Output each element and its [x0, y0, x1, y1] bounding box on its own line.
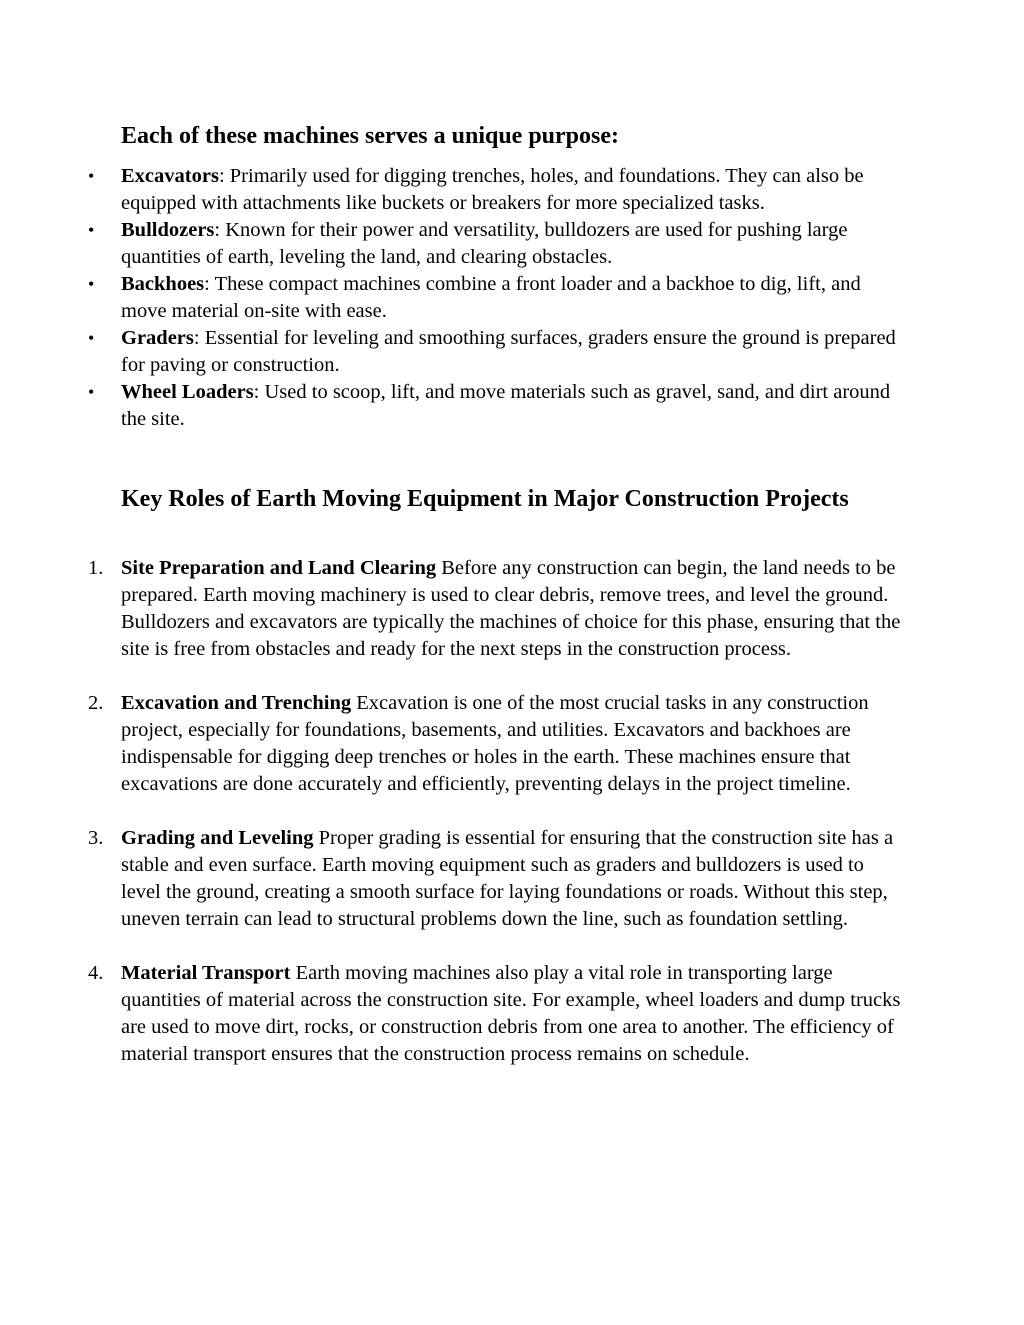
list-item-term: Grading and Leveling	[121, 827, 314, 849]
list-item-text: Known for their power and versatility, bulldozers are used for pushing large quantities of earth, leveling the land, and clearing obstacles.	[121, 219, 848, 268]
list-item-text: Excavation is one of the most crucial tasks in any construction project, especially for foundations, basements, and utilities. Excavators and backhoes are indispensable for digging deep trenches or holes in the earth. These machines ensure that excavations are done accurately and efficiently, preventing delays in the project timeline.	[121, 692, 869, 795]
list-item-separator: :	[214, 219, 221, 241]
list-item-text: These compact machines combine a front loader and a backhoe to dig, lift, and move material on-site with ease.	[121, 273, 861, 322]
list-item-term: Graders	[121, 327, 194, 349]
list-item-text: Proper grading is essential for ensuring that the construction site has a stable and even surface. Earth moving equipment such as graders and bulldozers is used to level the ground, creating a smooth surface for laying foundations or roads. Without this step, uneven terrain can lead to structural problems down the line, such as foundation settling.	[121, 827, 894, 930]
list-item-separator: :	[253, 381, 260, 403]
bullet-icon: •	[88, 382, 95, 402]
list-item-text: Before any construction can begin, the land needs to be prepared. Earth moving machinery is used to clear debris, remove trees, and level the ground. Bulldozers and excavators are typically the machines of choice for this phase, ensuring that the site is free from obstacles and ready for the next steps in the construction process.	[121, 557, 901, 660]
section-heading-machines: Each of these machines serves a unique purpose:	[121, 123, 620, 149]
bullet-icon: •	[88, 328, 95, 348]
list-item-wheel-loaders	[0, 379, 902, 433]
list-number: 2.	[88, 692, 104, 714]
list-item-excavators	[0, 163, 902, 217]
list-item-term: Excavators	[121, 165, 219, 187]
list-item-term: Site Preparation and Land Clearing	[121, 557, 437, 579]
list-number: 4.	[88, 962, 104, 984]
list-item-term: Bulldozers	[121, 219, 215, 241]
section-heading-key-roles: Key Roles of Earth Moving Equipment in Major Construction Projects	[121, 486, 849, 512]
bullet-icon: •	[88, 274, 95, 294]
list-item-text: Essential for leveling and smoothing surfaces, graders ensure the ground is prepared for paving or construction.	[121, 327, 896, 376]
bullet-icon: •	[88, 166, 95, 186]
machines-bullet-list	[0, 163, 1024, 433]
list-item-graders	[0, 325, 902, 379]
list-item-grading	[0, 825, 902, 933]
list-item-term: Wheel Loaders	[121, 381, 254, 403]
list-item-term: Backhoes	[121, 273, 205, 295]
list-item-site-preparation	[0, 555, 902, 663]
list-item-separator: :	[204, 273, 210, 295]
list-number: 1.	[88, 557, 104, 579]
list-item-separator: :	[193, 327, 200, 349]
list-item-backhoes	[0, 271, 902, 325]
list-number: 3.	[88, 827, 104, 849]
key-roles-numbered-list	[0, 555, 1024, 1095]
list-item-excavation	[0, 690, 902, 798]
list-item-term: Material Transport	[121, 962, 291, 984]
list-item-text: Earth moving machines also play a vital role in transporting large quantities of material across the construction site. For example, wheel loaders and dump trucks are used to move dirt, rocks, or construction debris from one area to another. The efficiency of material transport ensures that the construction process remains on schedule.	[121, 962, 901, 1065]
list-item-separator: :	[218, 165, 225, 187]
list-item-text: Primarily used for digging trenches, holes, and foundations. They can also be equipped with attachments like buckets or breakers for more specialized tasks.	[121, 165, 864, 214]
list-item-term: Excavation and Trenching	[121, 692, 352, 714]
list-item-material-transport	[0, 960, 902, 1068]
list-item-text: Used to scoop, lift, and move materials such as gravel, sand, and dirt around the site.	[121, 381, 891, 430]
bullet-icon: •	[88, 220, 95, 240]
list-item-bulldozers	[0, 217, 902, 271]
